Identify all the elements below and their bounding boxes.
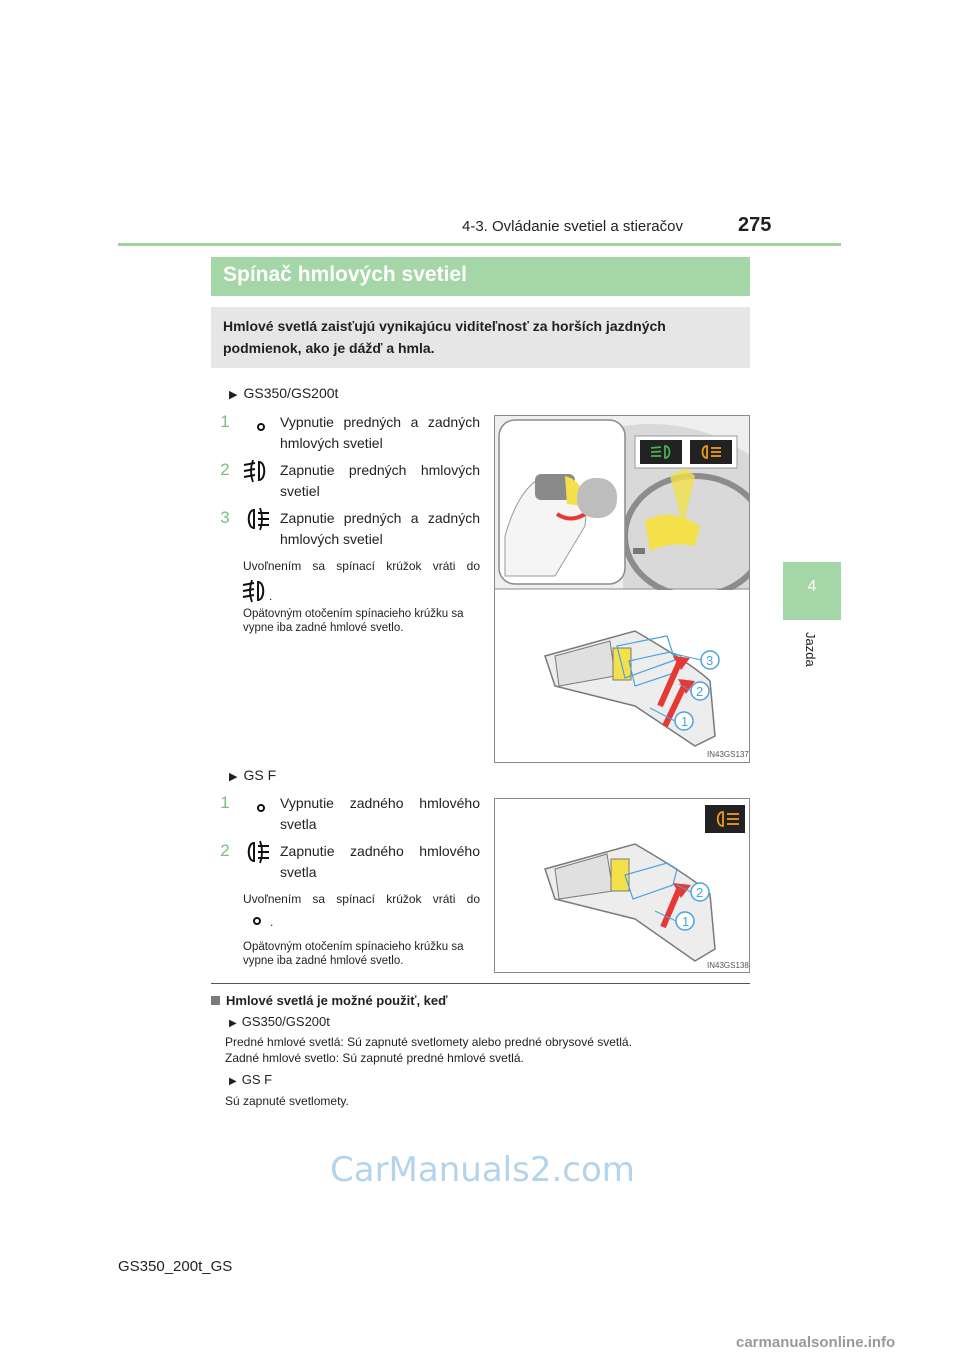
usage-model-a-text-2: Zadné hmlové svetlo: Sú zapnuté predné hmlové svetlá. <box>225 1051 524 1065</box>
usage-model-b: ▶ GS F <box>229 1072 273 1087</box>
watermark-bottom: carmanualsonline.info <box>736 1334 896 1351</box>
rear-fog-icon <box>242 506 272 534</box>
arrow-right-icon: ▶ <box>229 771 238 783</box>
watermark: CarManuals2.com <box>330 1150 635 1190</box>
item-text: Zapnutie predných a zadných hmlových svetiel <box>280 510 480 547</box>
svg-text:1: 1 <box>682 914 690 929</box>
item-text: Vypnutie zadného hmlového svetla <box>280 795 480 832</box>
chapter-name: Jazda <box>803 632 818 667</box>
item-number: 2 <box>220 460 230 479</box>
figure-code: IN43GS138 <box>707 961 749 970</box>
item-number: 1 <box>220 412 230 431</box>
release-note: Uvoľnením sa spínací krúžok vráti do <box>243 559 480 573</box>
header-title: 4-3. Ovládanie svetiel a stieračov <box>462 218 683 235</box>
usage-model-b-text: Sú zapnuté svetlomety. <box>225 1094 349 1108</box>
item-text: Zapnutie predných hmlových svetiel <box>280 462 480 499</box>
item-text: Vypnutie predných a zadných hmlových svetiel <box>280 414 480 451</box>
item-number: 2 <box>220 841 230 860</box>
figure-gs350-fog-switch <box>494 415 750 763</box>
svg-text:2: 2 <box>696 684 704 699</box>
chapter-number: 4 <box>807 578 817 595</box>
model-a-heading: ▶ GS350/GS200t <box>229 385 339 401</box>
section-title: Spínač hmlových svetiel <box>211 257 750 296</box>
usage-model-a-text-1: Predné hmlové svetlá: Sú zapnuté svetlomety alebo predné obrysové svetlá. <box>225 1035 632 1049</box>
off-icon <box>246 416 276 444</box>
again-note: Opätovným otočením spínacieho krúžku sa vypne iba zadné hmlové svetlo. <box>243 941 464 967</box>
again-note: Opätovným otočením spínacieho krúžku sa vypne iba zadné hmlové svetlo. <box>243 608 464 634</box>
page-number: 275 <box>738 214 772 236</box>
release-note: Uvoľnením sa spínací krúžok vráti do <box>243 892 480 906</box>
front-fog-icon <box>241 578 271 606</box>
usage-model-a: ▶ GS350/GS200t <box>229 1014 330 1029</box>
square-bullet-icon <box>211 996 220 1005</box>
model-b-heading: ▶ GS F <box>229 767 277 783</box>
intro-box: Hmlové svetlá zaisťujú vynikajúcu viditeľnosť za horších jazdných podmienok, ako je dážď a hmla. <box>211 307 750 368</box>
svg-text:2: 2 <box>696 885 704 900</box>
figure-code: IN43GS137 <box>707 750 749 759</box>
release-note-end: . <box>270 915 274 929</box>
arrow-right-icon: ▶ <box>229 1076 237 1087</box>
footer-code: GS350_200t_GS <box>118 1258 233 1275</box>
svg-text:1: 1 <box>681 714 689 729</box>
off-icon <box>246 797 276 825</box>
arrow-right-icon: ▶ <box>229 389 238 401</box>
usage-heading: Hmlové svetlá je možné použiť, keď <box>211 993 447 1008</box>
item-text: Zapnutie zadného hmlového svetla <box>280 843 480 880</box>
release-note-end: . <box>269 589 273 603</box>
item-number: 1 <box>220 793 230 812</box>
figure-gsf-fog-switch <box>494 798 750 973</box>
svg-text:3: 3 <box>706 653 714 668</box>
front-fog-icon <box>242 458 272 486</box>
rear-fog-icon <box>242 839 272 867</box>
section-divider <box>211 983 750 984</box>
arrow-right-icon: ▶ <box>229 1018 237 1029</box>
header-rule <box>118 243 841 246</box>
item-number: 3 <box>220 508 230 527</box>
